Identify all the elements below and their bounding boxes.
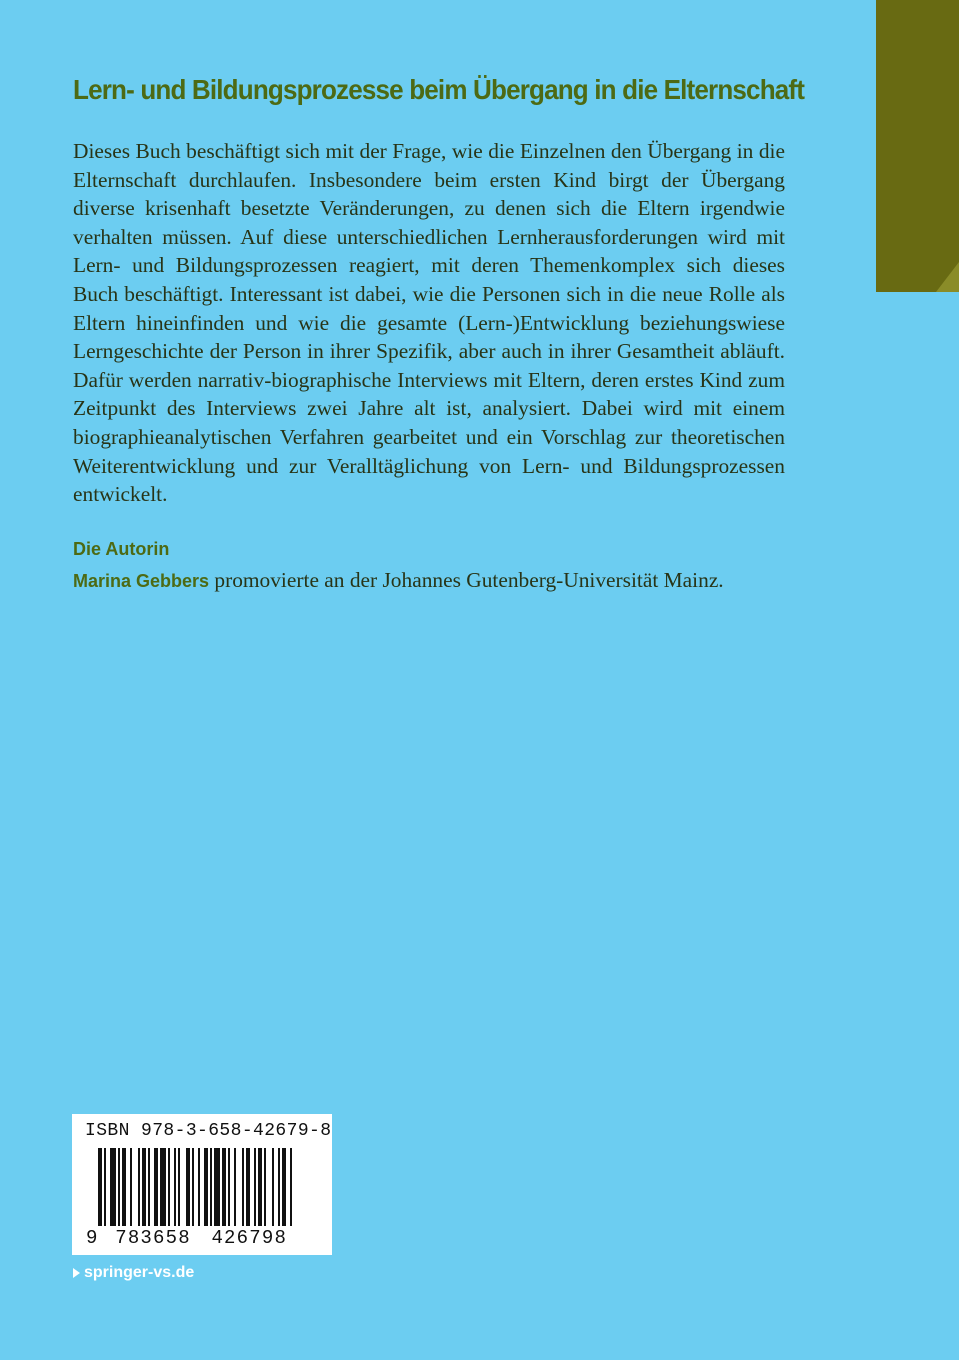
barcode-bar xyxy=(178,1148,180,1226)
ean-right-group: 426798 xyxy=(211,1227,288,1249)
barcode-bar xyxy=(198,1148,200,1226)
website-label: springer-vs.de xyxy=(84,1264,195,1281)
barcode-bar xyxy=(214,1148,220,1226)
barcode-bar xyxy=(290,1148,292,1226)
barcode-bar xyxy=(168,1148,170,1226)
isbn-label: ISBN 978-3-658-42679-8 xyxy=(85,1121,332,1141)
publisher-website[interactable] xyxy=(73,1264,194,1282)
arrow-right-icon xyxy=(73,1268,80,1278)
barcode-bar xyxy=(138,1148,140,1226)
barcode-bar xyxy=(104,1148,106,1226)
barcode-bar xyxy=(282,1148,286,1226)
book-title: Lern- und Bildungsprozesse beim Übergang in die Elternschaft xyxy=(73,74,805,105)
barcode-bar xyxy=(210,1148,212,1226)
ean-left-group: 783658 xyxy=(115,1227,191,1249)
barcode-bar xyxy=(246,1148,250,1226)
barcode-bar xyxy=(278,1148,280,1226)
barcode-bar xyxy=(154,1148,158,1226)
corner-stripe-graphic xyxy=(876,0,959,292)
barcode-bar xyxy=(148,1148,150,1226)
author-bio-text: promovierte an der Johannes Gutenberg-Universität Mainz. xyxy=(209,568,724,592)
ean-first-digit: 9 xyxy=(86,1227,99,1249)
barcode-bar xyxy=(118,1148,120,1226)
barcode-bar xyxy=(228,1148,230,1226)
barcode-bar xyxy=(130,1148,132,1226)
barcode-bar xyxy=(122,1148,126,1226)
barcode-bar xyxy=(192,1148,194,1226)
barcode-bar xyxy=(110,1148,116,1226)
author-name: Marina Gebbers xyxy=(73,571,210,591)
barcode-bar xyxy=(222,1148,226,1226)
barcode-bar xyxy=(160,1148,166,1226)
book-blurb: Dieses Buch beschäftigt sich mit der Frage, wie die Einzelnen den Übergang in die Elternschaft durchlaufen. Insbesondere beim ersten Kind birgt der Übergang diverse krisenhaft besetzte Veränderungen, zu denen sich die Eltern irgendwie verhalten müssen. Auf diese unterschiedlichen Lernherausforderungen wird mit Lern- und Bildungsprozessen reagiert, mit deren Themenkomplex sich dieses Buch beschäftigt. Interessant ist dabei, wie die Personen sich in die neue Rolle als Eltern hineinfinden und wie die gesamte (Lern-)Entwicklung beziehungswiese Lerngeschichte der Person in ihrer Spezifik, aber auch in ihrer Gesamtheit abläuft. Dafür werden narrativ-biographische Interviews mit Eltern, deren erstes Kind zum Zeitpunkt des Interviews zwei Jahre alt ist, analysiert. Dabei wird mit einem biographieanalytischen Verfahren gearbeitet und ein Vorschlag zur theoretischen Weiterentwicklung und zur Veralltäglichung von Lern- und Bildungsprozessen entwickelt. xyxy=(73,139,785,507)
author-heading: Die Autorin xyxy=(73,539,170,559)
barcode-bar xyxy=(142,1148,146,1226)
barcode-bar xyxy=(242,1148,244,1226)
barcode-bar xyxy=(174,1148,176,1226)
ean-digits xyxy=(86,1227,287,1249)
author-bio xyxy=(73,566,724,595)
barcode-bar xyxy=(98,1148,102,1226)
isbn-barcode xyxy=(72,1114,332,1255)
barcode-bar xyxy=(264,1148,266,1226)
barcode-bar xyxy=(234,1148,236,1226)
barcode-bar xyxy=(258,1148,262,1226)
barcode-bar xyxy=(272,1148,274,1226)
corner-color-tab xyxy=(876,0,959,292)
barcode-bar xyxy=(204,1148,208,1226)
barcode-bars xyxy=(98,1148,312,1226)
barcode-bar xyxy=(254,1148,256,1226)
barcode-bar xyxy=(186,1148,190,1226)
